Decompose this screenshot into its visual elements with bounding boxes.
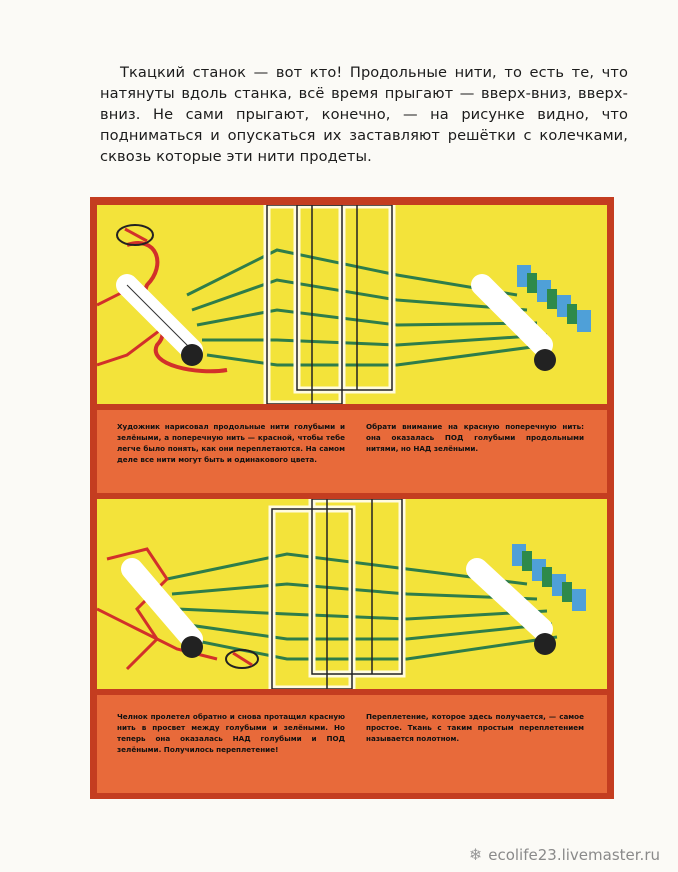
caption-top-left: Художник нарисовал продольные нити голубыми и зелёными, а поперечную нить — красной, чтобы тебе легче было понять, как они переплетаются. На самом деле все нити могут быть и одинакового цвета. — [117, 422, 345, 464]
watermark — [469, 845, 660, 864]
illustration-frame — [90, 197, 614, 799]
snowflake-icon: ❄ — [468, 845, 483, 864]
caption-top-right: Обрати внимание на красную поперечную нить: она оказалась ПОД голубыми продольными нитями, но НАД зелёными. — [366, 422, 584, 453]
loom-drawing-bottom — [97, 499, 607, 689]
loom-illustration-top — [97, 205, 607, 404]
cloth-roller-left — [127, 285, 203, 366]
intro-paragraph: Ткацкий станок — вот кто! Продольные нити, то есть те, что натянуты вдоль станка, всё время прыгают — вверх-вниз, вверх-вниз. Не сами прыгают, конечно, — на рисунке видно, что подниматься и опускаться их заставляют решётки с колечками, сквозь которые эти нити продеты. — [100, 64, 628, 165]
warp-threads-bottom — [167, 554, 557, 659]
shuttle-icon-bottom — [226, 650, 258, 668]
loom-drawing-top — [97, 205, 607, 404]
heddle-frames — [267, 205, 392, 404]
caption-bottom-left: Челнок пролетел обратно и снова протащил красную нить в просвет между голубыми и зелёными. Но теперь она оказалась НАД голубыми и ПОД зелёными. Получилось переплетение! — [117, 712, 345, 754]
caption-bottom-right: Переплетение, которое здесь получается, — самое простое. Ткань с таким простым переплетением называется полотном. — [366, 712, 584, 743]
watermark-text: ecolife23.livemaster.ru — [488, 845, 660, 864]
loom-illustration-bottom — [97, 499, 607, 689]
